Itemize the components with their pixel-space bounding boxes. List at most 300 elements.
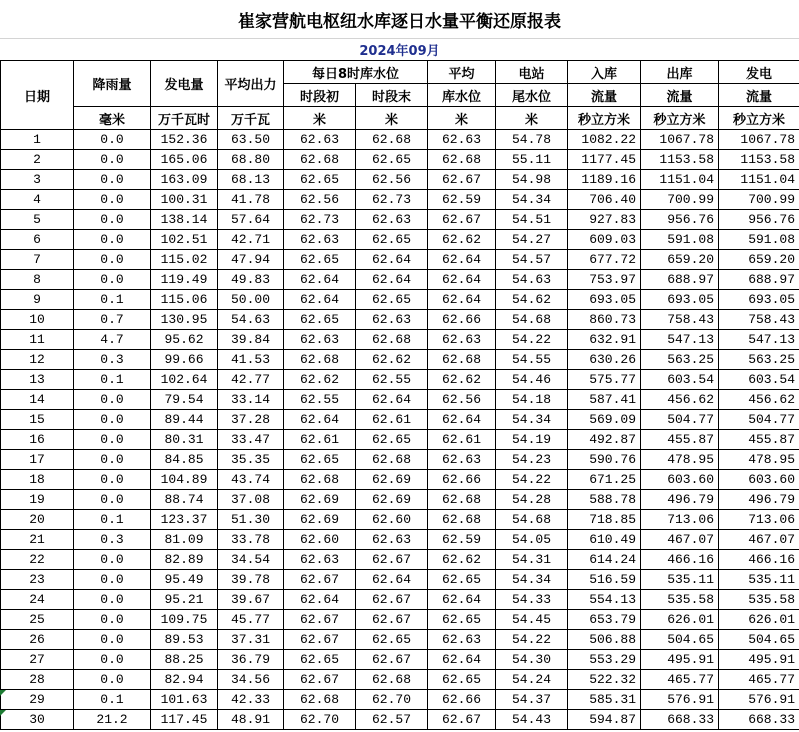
cell-level-end: 62.68 <box>356 670 428 690</box>
cell-avg-level: 62.65 <box>428 570 496 590</box>
cell-avg-level: 62.59 <box>428 190 496 210</box>
cell-level-end: 62.73 <box>356 190 428 210</box>
cell-outflow: 758.43 <box>641 310 719 330</box>
table-row <box>1 630 799 650</box>
header-avg-output: 平均出力 <box>218 61 284 107</box>
cell-inflow: 718.85 <box>568 510 641 530</box>
table-row <box>1 210 799 230</box>
cell-level-start: 62.65 <box>284 170 356 190</box>
cell-day: 7 <box>1 250 74 270</box>
cell-avg-level: 62.68 <box>428 350 496 370</box>
table-row <box>1 270 799 290</box>
unit-inflow: 秒立方米 <box>568 107 641 130</box>
cell-power: 130.95 <box>151 310 218 330</box>
table-row <box>1 470 799 490</box>
cell-gen-flow: 563.25 <box>719 350 799 370</box>
table-row <box>1 410 799 430</box>
cell-avg-level: 62.63 <box>428 450 496 470</box>
header-power: 发电量 <box>151 61 218 107</box>
header-level-start: 时段初 <box>284 84 356 107</box>
cell-day: 3 <box>1 170 74 190</box>
cell-tail-level: 54.22 <box>496 630 568 650</box>
cell-power: 123.37 <box>151 510 218 530</box>
cell-avg-output: 36.79 <box>218 650 284 670</box>
cell-power: 102.51 <box>151 230 218 250</box>
cell-tail-level: 54.05 <box>496 530 568 550</box>
cell-inflow: 706.40 <box>568 190 641 210</box>
cell-level-end: 62.69 <box>356 490 428 510</box>
table-row <box>1 690 799 710</box>
cell-level-start: 62.64 <box>284 590 356 610</box>
cell-rain: 0.0 <box>74 490 151 510</box>
cell-level-start: 62.64 <box>284 270 356 290</box>
cell-avg-output: 49.83 <box>218 270 284 290</box>
cell-rain: 0.0 <box>74 590 151 610</box>
cell-power: 163.09 <box>151 170 218 190</box>
cell-level-end: 62.56 <box>356 170 428 190</box>
cell-tail-level: 54.37 <box>496 690 568 710</box>
cell-inflow: 588.78 <box>568 490 641 510</box>
cell-inflow: 753.97 <box>568 270 641 290</box>
cell-avg-level: 62.63 <box>428 130 496 150</box>
cell-avg-output: 51.30 <box>218 510 284 530</box>
cell-power: 88.25 <box>151 650 218 670</box>
cell-day: 17 <box>1 450 74 470</box>
cell-avg-level: 62.64 <box>428 250 496 270</box>
cell-level-end: 62.65 <box>356 150 428 170</box>
cell-rain: 0.0 <box>74 470 151 490</box>
cell-level-end: 62.70 <box>356 690 428 710</box>
cell-rain: 0.1 <box>74 290 151 310</box>
unit-avg-level: 米 <box>428 107 496 130</box>
cell-day: 4 <box>1 190 74 210</box>
cell-level-start: 62.73 <box>284 210 356 230</box>
cell-day: 23 <box>1 570 74 590</box>
table-row <box>1 330 799 350</box>
cell-day: 30 <box>1 710 74 730</box>
cell-gen-flow: 535.11 <box>719 570 799 590</box>
cell-level-start: 62.67 <box>284 610 356 630</box>
cell-outflow: 626.01 <box>641 610 719 630</box>
cell-rain: 0.1 <box>74 370 151 390</box>
cell-avg-output: 39.84 <box>218 330 284 350</box>
cell-gen-flow: 626.01 <box>719 610 799 630</box>
table-row <box>1 610 799 630</box>
cell-tail-level: 54.51 <box>496 210 568 230</box>
cell-day: 11 <box>1 330 74 350</box>
cell-level-end: 62.65 <box>356 230 428 250</box>
cell-outflow: 504.65 <box>641 630 719 650</box>
cell-tail-level: 54.33 <box>496 590 568 610</box>
cell-avg-output: 47.94 <box>218 250 284 270</box>
cell-outflow: 1153.58 <box>641 150 719 170</box>
header-avg-level-2: 库水位 <box>428 84 496 107</box>
cell-avg-output: 41.78 <box>218 190 284 210</box>
cell-power: 89.53 <box>151 630 218 650</box>
table-row <box>1 310 799 330</box>
unit-rain: 毫米 <box>74 107 151 130</box>
cell-avg-output: 39.67 <box>218 590 284 610</box>
cell-power: 79.54 <box>151 390 218 410</box>
cell-level-start: 62.67 <box>284 570 356 590</box>
table-row <box>1 190 799 210</box>
cell-gen-flow: 659.20 <box>719 250 799 270</box>
cell-gen-flow: 668.33 <box>719 710 799 730</box>
cell-power: 101.63 <box>151 690 218 710</box>
cell-rain: 0.1 <box>74 690 151 710</box>
cell-tail-level: 54.46 <box>496 370 568 390</box>
cell-outflow: 466.16 <box>641 550 719 570</box>
cell-rain: 0.0 <box>74 630 151 650</box>
cell-inflow: 506.88 <box>568 630 641 650</box>
cell-avg-output: 68.80 <box>218 150 284 170</box>
cell-gen-flow: 504.77 <box>719 410 799 430</box>
cell-rain: 0.3 <box>74 350 151 370</box>
cell-day: 25 <box>1 610 74 630</box>
cell-gen-flow: 547.13 <box>719 330 799 350</box>
cell-outflow: 659.20 <box>641 250 719 270</box>
header-inflow-flow: 流量 <box>568 84 641 107</box>
cell-inflow: 575.77 <box>568 370 641 390</box>
table-row <box>1 250 799 270</box>
cell-inflow: 614.24 <box>568 550 641 570</box>
cell-gen-flow: 456.62 <box>719 390 799 410</box>
cell-level-start: 62.61 <box>284 430 356 450</box>
header-tail: 电站 <box>496 61 568 84</box>
cell-outflow: 535.58 <box>641 590 719 610</box>
cell-avg-level: 62.64 <box>428 270 496 290</box>
cell-inflow: 492.87 <box>568 430 641 450</box>
cell-rain: 0.3 <box>74 530 151 550</box>
cell-power: 117.45 <box>151 710 218 730</box>
cell-inflow: 693.05 <box>568 290 641 310</box>
cell-power: 115.06 <box>151 290 218 310</box>
cell-day: 18 <box>1 470 74 490</box>
cell-tail-level: 54.63 <box>496 270 568 290</box>
cell-gen-flow: 1153.58 <box>719 150 799 170</box>
header-level-8am: 每日8时库水位 <box>284 61 428 84</box>
cell-avg-level: 62.66 <box>428 470 496 490</box>
cell-level-start: 62.67 <box>284 670 356 690</box>
cell-avg-level: 62.66 <box>428 690 496 710</box>
cell-gen-flow: 495.91 <box>719 650 799 670</box>
cell-flag-icon <box>0 690 6 696</box>
cell-avg-output: 43.74 <box>218 470 284 490</box>
cell-level-start: 62.64 <box>284 290 356 310</box>
table-row <box>1 550 799 570</box>
cell-level-start: 62.67 <box>284 630 356 650</box>
cell-inflow: 653.79 <box>568 610 641 630</box>
cell-tail-level: 54.34 <box>496 570 568 590</box>
report-title: 崔家营航电枢纽水库逐日水量平衡还原报表 <box>0 0 799 39</box>
cell-power: 84.85 <box>151 450 218 470</box>
cell-avg-level: 62.62 <box>428 370 496 390</box>
cell-power: 95.21 <box>151 590 218 610</box>
cell-power: 119.49 <box>151 270 218 290</box>
cell-day: 9 <box>1 290 74 310</box>
unit-avg-output: 万千瓦 <box>218 107 284 130</box>
cell-tail-level: 54.57 <box>496 250 568 270</box>
cell-level-end: 62.65 <box>356 630 428 650</box>
cell-outflow: 700.99 <box>641 190 719 210</box>
cell-power: 109.75 <box>151 610 218 630</box>
cell-inflow: 587.41 <box>568 390 641 410</box>
cell-outflow: 603.60 <box>641 470 719 490</box>
cell-outflow: 603.54 <box>641 370 719 390</box>
cell-avg-output: 57.64 <box>218 210 284 230</box>
cell-avg-output: 42.33 <box>218 690 284 710</box>
cell-avg-output: 34.54 <box>218 550 284 570</box>
cell-outflow: 591.08 <box>641 230 719 250</box>
table-row <box>1 230 799 250</box>
table-row <box>1 290 799 310</box>
cell-avg-output: 35.35 <box>218 450 284 470</box>
cell-inflow: 590.76 <box>568 450 641 470</box>
cell-level-end: 62.64 <box>356 570 428 590</box>
cell-avg-level: 62.67 <box>428 170 496 190</box>
cell-avg-output: 45.77 <box>218 610 284 630</box>
cell-level-start: 62.65 <box>284 450 356 470</box>
cell-tail-level: 54.19 <box>496 430 568 450</box>
cell-avg-level: 62.68 <box>428 510 496 530</box>
cell-avg-level: 62.66 <box>428 310 496 330</box>
cell-rain: 0.0 <box>74 390 151 410</box>
cell-outflow: 563.25 <box>641 350 719 370</box>
cell-avg-output: 63.50 <box>218 130 284 150</box>
cell-outflow: 668.33 <box>641 710 719 730</box>
cell-tail-level: 54.30 <box>496 650 568 670</box>
cell-day: 8 <box>1 270 74 290</box>
cell-outflow: 456.62 <box>641 390 719 410</box>
cell-tail-level: 55.11 <box>496 150 568 170</box>
cell-gen-flow: 956.76 <box>719 210 799 230</box>
cell-outflow: 504.77 <box>641 410 719 430</box>
cell-inflow: 632.91 <box>568 330 641 350</box>
cell-avg-output: 33.78 <box>218 530 284 550</box>
cell-power: 88.74 <box>151 490 218 510</box>
cell-level-start: 62.63 <box>284 550 356 570</box>
cell-outflow: 1067.78 <box>641 130 719 150</box>
cell-avg-output: 37.28 <box>218 410 284 430</box>
cell-gen-flow: 496.79 <box>719 490 799 510</box>
cell-outflow: 478.95 <box>641 450 719 470</box>
cell-inflow: 860.73 <box>568 310 641 330</box>
cell-gen-flow: 688.97 <box>719 270 799 290</box>
cell-avg-level: 62.59 <box>428 530 496 550</box>
table-row <box>1 430 799 450</box>
cell-tail-level: 54.62 <box>496 290 568 310</box>
cell-level-start: 62.68 <box>284 470 356 490</box>
cell-level-end: 62.57 <box>356 710 428 730</box>
cell-outflow: 693.05 <box>641 290 719 310</box>
cell-power: 82.89 <box>151 550 218 570</box>
cell-tail-level: 54.68 <box>496 510 568 530</box>
cell-inflow: 677.72 <box>568 250 641 270</box>
cell-power: 138.14 <box>151 210 218 230</box>
cell-gen-flow: 700.99 <box>719 190 799 210</box>
cell-power: 95.49 <box>151 570 218 590</box>
cell-tail-level: 54.22 <box>496 470 568 490</box>
cell-power: 82.94 <box>151 670 218 690</box>
cell-gen-flow: 603.60 <box>719 470 799 490</box>
cell-day: 19 <box>1 490 74 510</box>
cell-gen-flow: 1067.78 <box>719 130 799 150</box>
cell-gen-flow: 455.87 <box>719 430 799 450</box>
cell-outflow: 455.87 <box>641 430 719 450</box>
cell-tail-level: 54.55 <box>496 350 568 370</box>
cell-power: 99.66 <box>151 350 218 370</box>
cell-avg-level: 62.65 <box>428 610 496 630</box>
cell-power: 89.44 <box>151 410 218 430</box>
cell-level-end: 62.69 <box>356 470 428 490</box>
cell-avg-output: 54.63 <box>218 310 284 330</box>
cell-level-start: 62.63 <box>284 330 356 350</box>
unit-outflow: 秒立方米 <box>641 107 719 130</box>
cell-level-end: 62.65 <box>356 290 428 310</box>
cell-inflow: 594.87 <box>568 710 641 730</box>
cell-rain: 0.0 <box>74 210 151 230</box>
cell-gen-flow: 504.65 <box>719 630 799 650</box>
cell-avg-level: 62.63 <box>428 330 496 350</box>
cell-rain: 0.0 <box>74 550 151 570</box>
cell-avg-level: 62.62 <box>428 230 496 250</box>
cell-level-end: 62.67 <box>356 550 428 570</box>
table-row <box>1 650 799 670</box>
cell-gen-flow: 758.43 <box>719 310 799 330</box>
cell-avg-output: 39.78 <box>218 570 284 590</box>
cell-level-end: 62.63 <box>356 530 428 550</box>
cell-rain: 0.0 <box>74 250 151 270</box>
cell-power: 100.31 <box>151 190 218 210</box>
cell-level-end: 62.67 <box>356 650 428 670</box>
cell-day: 10 <box>1 310 74 330</box>
cell-level-end: 62.60 <box>356 510 428 530</box>
cell-level-start: 62.55 <box>284 390 356 410</box>
cell-avg-output: 42.71 <box>218 230 284 250</box>
cell-gen-flow: 1151.04 <box>719 170 799 190</box>
cell-rain: 0.0 <box>74 670 151 690</box>
cell-rain: 0.0 <box>74 610 151 630</box>
cell-level-start: 62.63 <box>284 230 356 250</box>
cell-level-start: 62.65 <box>284 310 356 330</box>
water-balance-table <box>0 60 799 730</box>
table-row <box>1 590 799 610</box>
header-gen: 发电 <box>719 61 799 84</box>
cell-flag-icon <box>0 710 6 716</box>
cell-power: 165.06 <box>151 150 218 170</box>
table-row <box>1 450 799 470</box>
cell-level-end: 62.68 <box>356 330 428 350</box>
cell-avg-level: 62.65 <box>428 670 496 690</box>
cell-level-end: 62.62 <box>356 350 428 370</box>
header-outflow-flow: 流量 <box>641 84 719 107</box>
cell-inflow: 585.31 <box>568 690 641 710</box>
cell-outflow: 547.13 <box>641 330 719 350</box>
cell-day: 16 <box>1 430 74 450</box>
cell-avg-level: 62.68 <box>428 150 496 170</box>
cell-avg-output: 50.00 <box>218 290 284 310</box>
cell-avg-level: 62.63 <box>428 630 496 650</box>
cell-inflow: 630.26 <box>568 350 641 370</box>
cell-day: 22 <box>1 550 74 570</box>
cell-avg-level: 62.64 <box>428 410 496 430</box>
unit-level-start: 米 <box>284 107 356 130</box>
cell-power: 95.62 <box>151 330 218 350</box>
cell-gen-flow: 478.95 <box>719 450 799 470</box>
cell-gen-flow: 467.07 <box>719 530 799 550</box>
table-row <box>1 490 799 510</box>
header-gen-flow: 流量 <box>719 84 799 107</box>
cell-inflow: 1189.16 <box>568 170 641 190</box>
cell-tail-level: 54.22 <box>496 330 568 350</box>
header-tail-2: 尾水位 <box>496 84 568 107</box>
cell-avg-output: 34.56 <box>218 670 284 690</box>
table-row <box>1 350 799 370</box>
unit-power: 万千瓦时 <box>151 107 218 130</box>
cell-inflow: 927.83 <box>568 210 641 230</box>
cell-day: 15 <box>1 410 74 430</box>
cell-level-end: 62.61 <box>356 410 428 430</box>
cell-inflow: 516.59 <box>568 570 641 590</box>
cell-rain: 0.0 <box>74 150 151 170</box>
cell-power: 102.64 <box>151 370 218 390</box>
cell-avg-level: 62.62 <box>428 550 496 570</box>
cell-outflow: 713.06 <box>641 510 719 530</box>
cell-level-end: 62.63 <box>356 310 428 330</box>
cell-inflow: 569.09 <box>568 410 641 430</box>
cell-outflow: 688.97 <box>641 270 719 290</box>
cell-power: 104.89 <box>151 470 218 490</box>
table-row <box>1 710 799 730</box>
cell-avg-output: 41.53 <box>218 350 284 370</box>
cell-rain: 0.0 <box>74 650 151 670</box>
cell-rain: 0.0 <box>74 430 151 450</box>
cell-outflow: 465.77 <box>641 670 719 690</box>
cell-day: 21 <box>1 530 74 550</box>
cell-day: 26 <box>1 630 74 650</box>
cell-day: 1 <box>1 130 74 150</box>
cell-avg-level: 62.61 <box>428 430 496 450</box>
cell-level-end: 62.55 <box>356 370 428 390</box>
cell-day: 24 <box>1 590 74 610</box>
cell-inflow: 610.49 <box>568 530 641 550</box>
cell-rain: 0.0 <box>74 130 151 150</box>
cell-level-start: 62.68 <box>284 350 356 370</box>
cell-outflow: 1151.04 <box>641 170 719 190</box>
header-inflow: 入库 <box>568 61 641 84</box>
cell-gen-flow: 693.05 <box>719 290 799 310</box>
cell-tail-level: 54.28 <box>496 490 568 510</box>
header-outflow: 出库 <box>641 61 719 84</box>
cell-avg-level: 62.56 <box>428 390 496 410</box>
cell-level-end: 62.67 <box>356 590 428 610</box>
cell-avg-output: 42.77 <box>218 370 284 390</box>
cell-avg-level: 62.64 <box>428 590 496 610</box>
table-row <box>1 530 799 550</box>
cell-inflow: 522.32 <box>568 670 641 690</box>
cell-rain: 21.2 <box>74 710 151 730</box>
cell-tail-level: 54.98 <box>496 170 568 190</box>
header-date: 日期 <box>1 61 74 130</box>
cell-rain: 0.0 <box>74 190 151 210</box>
cell-rain: 0.0 <box>74 450 151 470</box>
cell-avg-output: 37.31 <box>218 630 284 650</box>
cell-gen-flow: 465.77 <box>719 670 799 690</box>
table-row <box>1 390 799 410</box>
cell-avg-output: 37.08 <box>218 490 284 510</box>
cell-power: 80.31 <box>151 430 218 450</box>
cell-inflow: 554.13 <box>568 590 641 610</box>
